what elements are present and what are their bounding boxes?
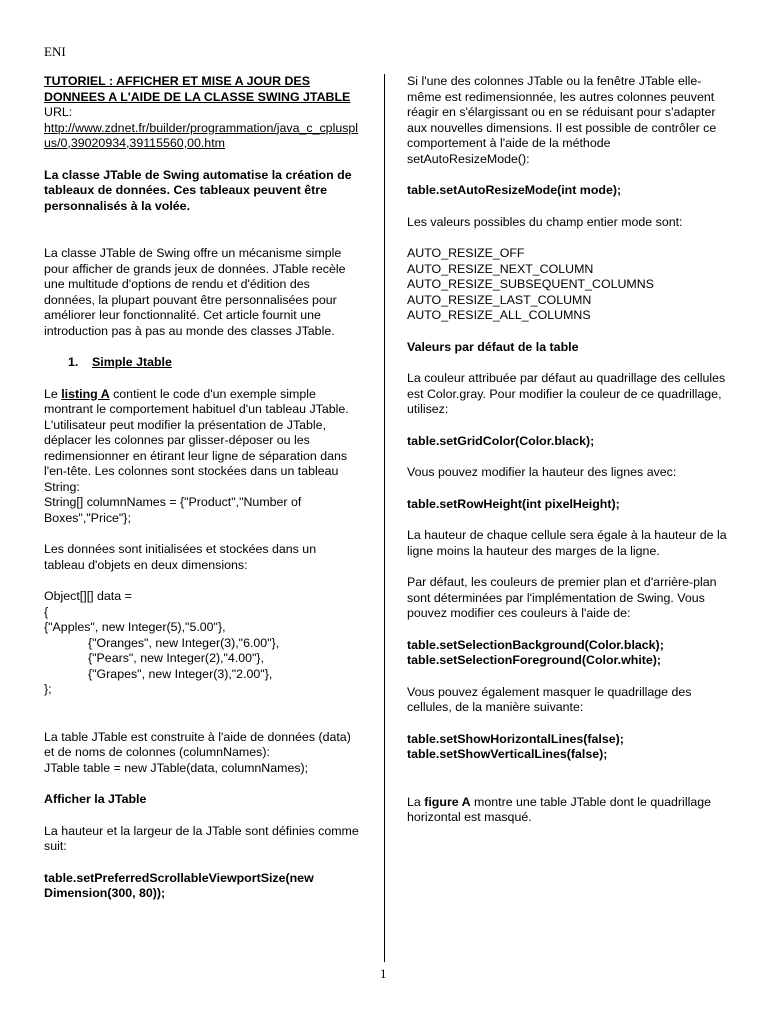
code-line: };: [44, 682, 52, 696]
mode-item: AUTO_RESIZE_NEXT_COLUMN: [407, 261, 594, 276]
intro-paragraph: La classe JTable de Swing offre un mécanisme simple pour afficher de grands jeux de données. JTable recèle une multitude d'options de rendu et d'édition des données, la plupart pouvant être personnalisées pour améliorer leur fonctionnalité. Cet article fournit une introduction pas à pas au monde des classes JTable.: [44, 246, 346, 338]
lead-paragraph: La classe JTable de Swing automatise la création de tableaux de données. Ces tableaux peuvent être personnalisés à la volée.: [44, 167, 352, 213]
code-line: {"Oranges", new Integer(3),"6.00"},: [88, 635, 280, 650]
modes-list: [407, 246, 729, 324]
colors-paragraph: Par défaut, les couleurs de premier plan et d'arrière-plan sont déterminées par l'implémentation de Swing. Vous pouvez modifier ces couleurs à l'aide de:: [407, 575, 717, 620]
left-column: [44, 74, 359, 918]
section-number: 1.: [68, 355, 79, 369]
cell-height-paragraph: La hauteur de chaque cellule sera égale à la hauteur de la ligne moins la hauteur des marges de la ligne.: [407, 528, 727, 558]
text-span: montre une table JTable dont le quadrillage horizontal est masqué.: [407, 794, 711, 824]
code-selection-foreground: table.setSelectionForeground(Color.white);: [407, 653, 662, 667]
code-selection-background: table.setSelectionBackground(Color.black);: [407, 637, 664, 652]
code-viewport: table.setPreferredScrollableViewportSize(new Dimension(300, 80));: [44, 870, 314, 900]
header-label: ENI: [44, 44, 66, 59]
figure-a-reference: figure A: [424, 794, 471, 809]
column-divider: [384, 74, 385, 962]
row-height-paragraph: Vous pouvez modifier la hauteur des lignes avec:: [407, 465, 677, 479]
section-heading-defaults: Valeurs par défaut de la table: [407, 339, 579, 354]
code-autoresize: table.setAutoResizeMode(int mode);: [407, 183, 622, 197]
code-grid-color: table.setGridColor(Color.black);: [407, 433, 595, 448]
source-url-link[interactable]: http://www.zdnet.fr/builder/programmation/java_c_cplusplus/0,39020934,39115560,00.htm: [44, 120, 359, 150]
mode-item: AUTO_RESIZE_LAST_COLUMN: [407, 292, 592, 307]
code-line: {"Grapes", new Integer(3),"2.00"},: [88, 666, 273, 681]
listing-paragraph: [44, 387, 359, 527]
page-title: TUTORIEL : AFFICHER ET MISE A JOUR DES DONNEES A L'AIDE DE LA CLASSE SWING JTABLE: [44, 74, 351, 104]
size-paragraph: La hauteur et la largeur de la JTable sont définies comme suit:: [44, 823, 359, 853]
mode-item: AUTO_RESIZE_OFF: [407, 246, 525, 260]
figure-paragraph: [407, 795, 729, 826]
url-label: URL:: [44, 105, 73, 119]
autoresize-paragraph: Si l'une des colonnes JTable ou la fenêtre JTable elle-même est redimensionnée, les autres colonnes peuvent réagir en s'élargissant ou en se réduisant pour s'adapter aux nouvelles dimensions. Il est possible de contrôler ce comportement à l'aide de la méthode setAutoResizeMode():: [407, 74, 717, 166]
page-number: 1: [380, 966, 387, 981]
code-line: {"Pears", new Integer(2),"4.00"},: [88, 651, 265, 665]
text-span: La table JTable est construite à l'aide de données (data) et de noms de colonnes (columnNames):: [44, 729, 351, 759]
data-paragraph: Les données sont initialisées et stockées dans un tableau d'objets en deux dimensions:: [44, 542, 317, 572]
code-vertical-lines: table.setShowVerticalLines(false);: [407, 747, 608, 761]
code-jtable: JTable table = new JTable(data, columnNames);: [44, 760, 309, 775]
hide-grid-paragraph: Vous pouvez également masquer le quadrillage des cellules, de la manière suivante:: [407, 684, 692, 714]
modes-paragraph: Les valeurs possibles du champ entier mode sont:: [407, 214, 683, 229]
code-block-data: [44, 589, 359, 698]
text-span: La: [407, 794, 425, 809]
section-heading-afficher: Afficher la JTable: [44, 792, 147, 806]
mode-item: AUTO_RESIZE_SUBSEQUENT_COLUMNS: [407, 277, 654, 291]
code-horizontal-lines: table.setShowHorizontalLines(false);: [407, 731, 624, 746]
construct-paragraph: [44, 730, 359, 777]
code-line: {: [44, 604, 49, 619]
code-line: {"Apples", new Integer(5),"5.00"},: [44, 620, 226, 634]
text-span: Le: [44, 386, 62, 401]
code-row-height: table.setRowHeight(int pixelHeight);: [407, 496, 620, 511]
grid-color-paragraph: La couleur attribuée par défaut au quadrillage des cellules est Color.gray. Pour modifier la couleur de ce quadrillage, utilisez:: [407, 371, 726, 416]
code-line: Object[][] data =: [44, 589, 132, 603]
mode-item: AUTO_RESIZE_ALL_COLUMNS: [407, 308, 591, 322]
section-heading-1: [44, 355, 359, 371]
right-column: [407, 74, 729, 842]
section-title: Simple Jtable: [92, 355, 172, 369]
code-column-names: String[] columnNames = {"Product","Number of Boxes","Price"};: [44, 495, 302, 525]
text-span: contient le code d'un exemple simple montrant le comportement habituel d'un tableau JTable. L'utilisateur peut modifier la présentation de JTable, déplacer les colonnes par glisser-déposer ou les redimensionner en étirant leur ligne de séparation dans l'en-tête. Les colonnes sont stockées dans un tableau String:: [44, 386, 349, 494]
listing-a-link[interactable]: listing A: [61, 386, 110, 401]
